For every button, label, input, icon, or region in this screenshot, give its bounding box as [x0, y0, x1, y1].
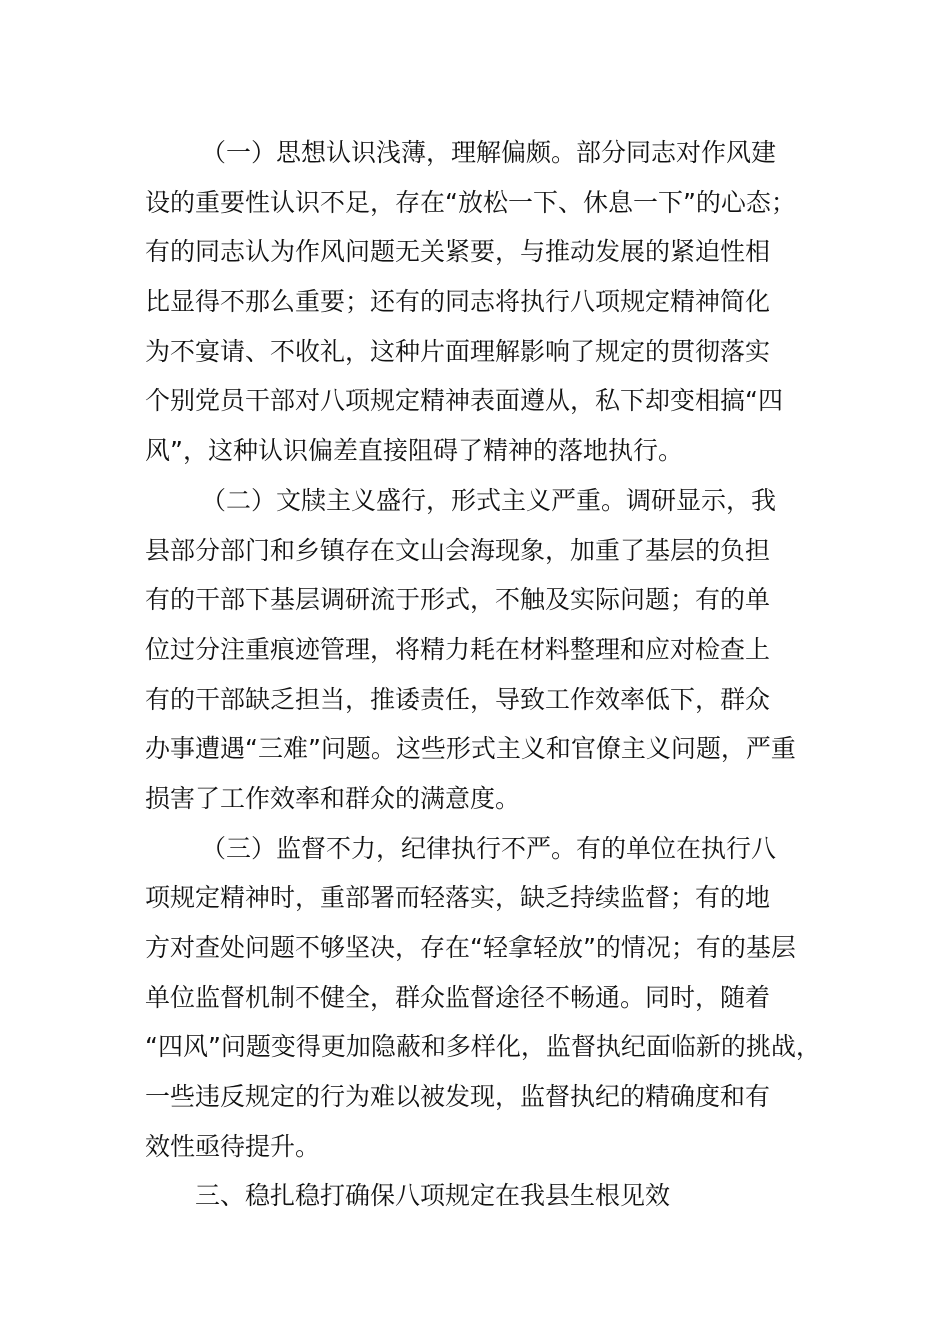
- paragraph-line: 项规定精神时，重部署而轻落实，缺乏持续监督；有的地: [145, 883, 771, 913]
- paragraph-line: “四风”问题变得更加隐蔽和多样化，监督执纪面临新的挑战，: [145, 1032, 821, 1062]
- paragraph-line: 县部分部门和乡镇存在文山会海现象，加重了基层的负担: [145, 535, 771, 565]
- paragraph-3: [145, 824, 835, 1172]
- paragraph-2: [145, 476, 835, 824]
- document-body: [145, 128, 835, 1221]
- paragraph-line: 效性亟待提升。: [145, 1131, 321, 1161]
- paragraph-line: 风”，这种认识偏差直接阻碍了精神的落地执行。: [145, 436, 683, 466]
- paragraph-line: 一些违反规定的行为难以被发现，监督执纪的精确度和有: [145, 1082, 771, 1112]
- paragraph-line: 损害了工作效率和群众的满意度。: [145, 783, 521, 813]
- paragraph-line: （三）监督不力，纪律执行不严。有的单位在执行八: [201, 833, 777, 863]
- paragraph-line: 个别党员干部对八项规定精神表面遵从，私下却变相搞“四: [145, 386, 783, 416]
- paragraph-line: 有的干部下基层调研流于形式，不触及实际问题；有的单: [145, 585, 771, 615]
- paragraph-line: 位过分注重痕迹管理，将精力耗在材料整理和应对检查上: [145, 634, 771, 664]
- section-heading: 三、稳扎稳打确保八项规定在我县生根见效: [195, 1181, 671, 1211]
- paragraph-line: 有的干部缺乏担当，推诿责任，导致工作效率低下，群众: [145, 684, 771, 714]
- paragraph-line: （一）思想认识浅薄，理解偏颇。部分同志对作风建: [201, 138, 777, 167]
- paragraph-line: 比显得不那么重要；还有的同志将执行八项规定精神简化: [145, 287, 771, 317]
- paragraph-line: 单位监督机制不健全，群众监督途径不畅通。同时，随着: [145, 982, 771, 1012]
- paragraph-line: 有的同志认为作风问题无关紧要，与推动发展的紧迫性相: [145, 237, 771, 267]
- paragraph-line: 设的重要性认识不足，存在“放松一下、休息一下”的心态；: [145, 187, 796, 217]
- paragraph-line: 为不宴请、不收礼，这种片面理解影响了规定的贯彻落实: [145, 336, 771, 366]
- paragraph-line: （二）文牍主义盛行，形式主义严重。调研显示，我: [201, 485, 777, 515]
- paragraph-line: 方对查处问题不够坚决，存在“轻拿轻放”的情况；有的基层: [145, 933, 796, 962]
- paragraph-line: 办事遭遇“三难”问题。这些形式主义和官僚主义问题，严重: [145, 734, 796, 764]
- paragraph-1: [145, 128, 835, 476]
